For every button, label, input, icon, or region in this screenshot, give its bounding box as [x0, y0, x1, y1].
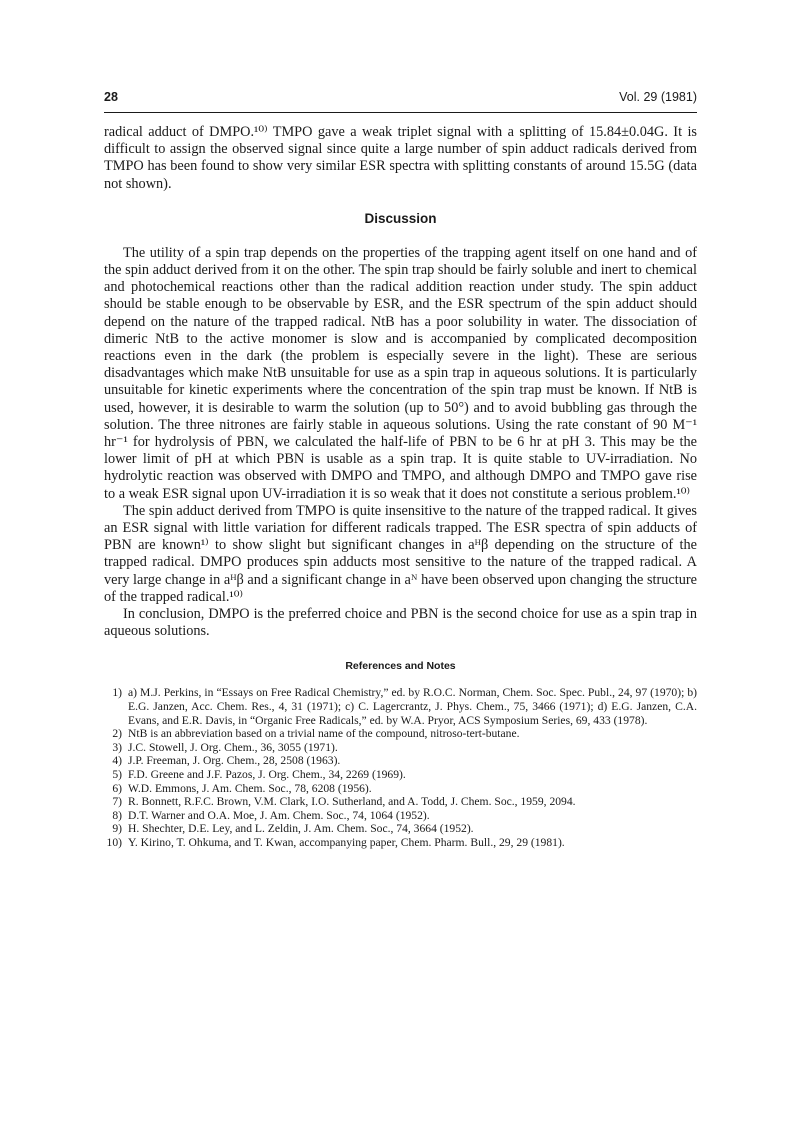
- running-header: [104, 90, 697, 110]
- reference-text: D.T. Warner and O.A. Moe, J. Am. Chem. Soc., 74, 1064 (1952).: [128, 808, 430, 822]
- reference-item: [104, 795, 697, 809]
- reference-text: a) M.J. Perkins, in “Essays on Free Radical Chemistry,” ed. by R.O.C. Norman, Chem. Soc. Spec. Publ., 24, 97 (1970); b) E.G. Janzen, Acc. Chem. Res., 4, 31 (1971); c) C. Lagercrantz, J. Phys. Chem., 75, 3466 (1971); d) E.G. Janzen, C.A. Evans, and E.R. Davis, in “Organic Free Radicals,” ed. by W.A. Pryor, ACS Symposium Series, 69, 433 (1978).: [128, 686, 697, 727]
- reference-item: [104, 782, 697, 796]
- volume-label: Vol. 29 (1981): [619, 90, 697, 104]
- reference-item: [104, 809, 697, 823]
- reference-text: W.D. Emmons, J. Am. Chem. Soc., 78, 6208 (1956).: [128, 781, 372, 795]
- reference-number: 6): [112, 781, 122, 795]
- reference-text: F.D. Greene and J.F. Pazos, J. Org. Chem., 34, 2269 (1969).: [128, 768, 406, 782]
- discussion-paragraph: The utility of a spin trap depends on the properties of the trapping agent itself on one hand and of the spin adduct derived from it on the other. The spin trap should be fairly soluble and inert to chemical and photochemical reactions other than the radical addition reaction under study. The spin adduct should be stable enough to be observable by ESR, and the ESR spectrum of the spin adduct should depend on the nature of the trapped radical. NtB has a poor solubility in water. The dissociation of dimeric NtB to the active monomer is slow and is accompanied by complicated decomposition reactions even in the dark (the problem is especially severe in the light). These are serious disadvantages which make NtB unsuitable for use as a spin trap in aqueous solutions. It is particularly unsuitable for kinetic experiments where the concentration of the spin trap must be known. If NtB is used, however, it is desirable to warm the solution (up to 50°) and to avoid bubbling gas through the solution. The three nitrones are fairly stable in aqueous solutions. Using the rate constant of 90 M⁻¹ hr⁻¹ for hydrolysis of PBN, we calculated the half-life of PBN to be 6 hr at pH 3. This may be the lower limit of pH at which PBN is usable as a spin trap. It is quite stable to UV-irradiation. No hydrolytic reaction was observed with DMPO and TMPO, and although DMPO and TMPO gave rise to a weak ESR signal upon UV-irradiation it is so weak that it does not constitute a serious problem.¹⁰⁾: [104, 244, 697, 502]
- reference-number: 7): [112, 795, 122, 809]
- discussion-heading: Discussion: [364, 210, 437, 226]
- reference-text: J.C. Stowell, J. Org. Chem., 36, 3055 (1971).: [128, 740, 338, 754]
- reference-text: Y. Kirino, T. Ohkuma, and T. Kwan, accompanying paper, Chem. Pharm. Bull., 29, 29 (1981).: [128, 836, 565, 850]
- page-number: 28: [104, 90, 118, 104]
- intro-paragraph: radical adduct of DMPO.¹⁰⁾ TMPO gave a weak triplet signal with a splitting of 15.84±0.04G. It is difficult to assign the observed signal since quite a large number of spin adduct radicals derived from TMPO has been found to show very similar ESR spectra with splitting constants of around 15.5G (data not shown).: [104, 124, 697, 192]
- reference-item: [104, 754, 697, 768]
- header-rule: [104, 112, 697, 113]
- reference-text: H. Shechter, D.E. Ley, and L. Zeldin, J. Am. Chem. Soc., 74, 3664 (1952).: [128, 822, 474, 836]
- reference-item: [104, 686, 697, 727]
- reference-text: NtB is an abbreviation based on a trivial name of the compound, nitroso-tert-butane.: [128, 727, 520, 741]
- discussion-paragraph: In conclusion, DMPO is the preferred choice and PBN is the second choice for use as a spin trap in aqueous solutions.: [104, 606, 697, 640]
- reference-text: J.P. Freeman, J. Org. Chem., 28, 2508 (1963).: [128, 754, 341, 768]
- reference-item: [104, 822, 697, 836]
- reference-number: 5): [112, 768, 122, 782]
- reference-number: 2): [112, 727, 122, 741]
- reference-number: 8): [112, 808, 122, 822]
- reference-item: [104, 768, 697, 782]
- reference-item: [104, 727, 697, 741]
- reference-number: 9): [112, 822, 122, 836]
- reference-item: [104, 741, 697, 755]
- article-body: [104, 124, 697, 850]
- reference-number: 1): [112, 686, 122, 700]
- reference-number: 10): [106, 836, 122, 850]
- reference-number: 4): [112, 754, 122, 768]
- references-heading: References and Notes: [345, 660, 456, 673]
- reference-list: [104, 686, 697, 849]
- discussion-paragraph: The spin adduct derived from TMPO is quite insensitive to the nature of the trapped radical. It gives an ESR signal with little variation for different radicals trapped. The ESR spectra of spin adducts of PBN are known¹⁾ to show slight but significant changes in aᴴβ depending on the structure of the trapped radical. DMPO produces spin adducts most sensitive to the nature of the trapped radical. A very large change in aᴴβ and a significant change in aᴺ have been observed upon changing the structure of the trapped radical.¹⁰⁾: [104, 502, 697, 605]
- reference-number: 3): [112, 740, 122, 754]
- reference-text: R. Bonnett, R.F.C. Brown, V.M. Clark, I.O. Sutherland, and A. Todd, J. Chem. Soc., 1959, 2094.: [128, 795, 576, 809]
- reference-item: [104, 836, 697, 850]
